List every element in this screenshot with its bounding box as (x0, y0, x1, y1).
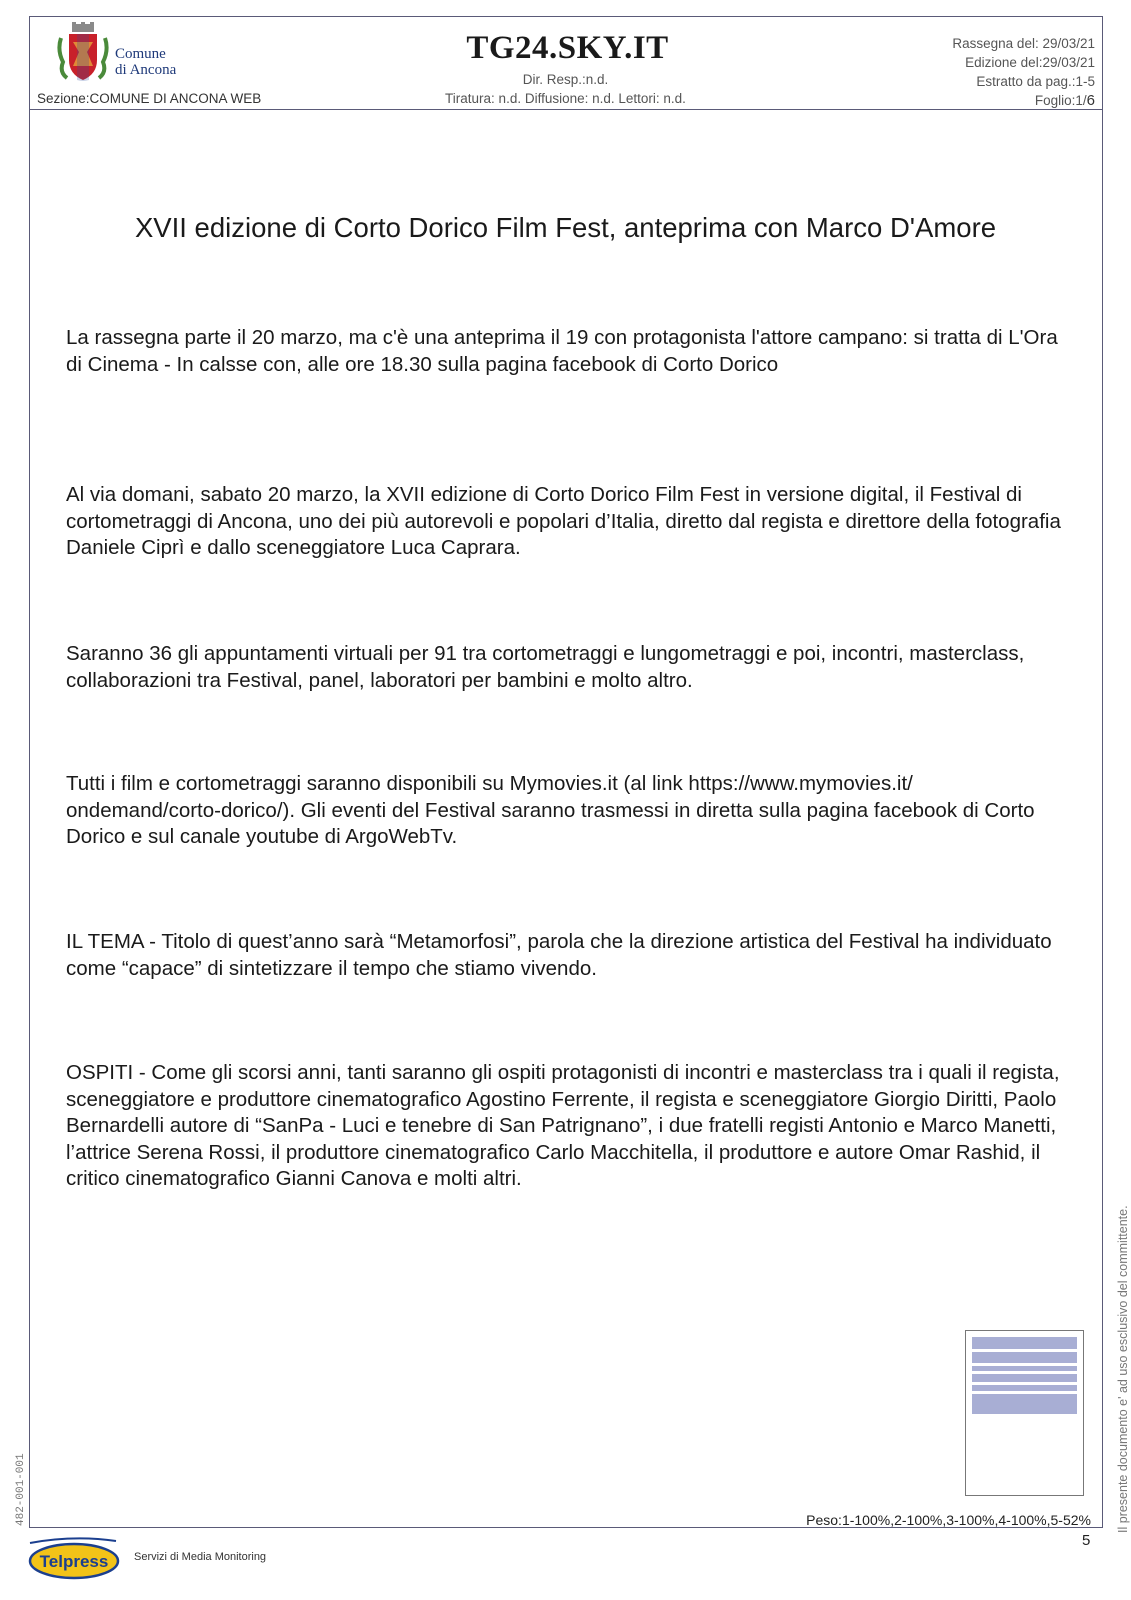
estratto-pages: Estratto da pag.:1-5 (976, 74, 1095, 89)
page-thumbnail (965, 1330, 1084, 1496)
edition-meta (952, 34, 1095, 110)
article-paragraph: Saranno 36 gli appuntamenti virtuali per 91 tra cortometraggi e lungometraggi e poi, incontri, masterclass, collaborazioni tra Festival, panel, laboratori per bambini e molto altro. (66, 642, 1025, 692)
circulation-line: Tiratura: n.d. Diffusione: n.d. Lettori: n.d. (445, 91, 686, 106)
logo-line-1: Comune (115, 46, 166, 62)
telpress-wordmark: Telpress (39, 1552, 109, 1571)
servizi-label: Servizi di Media Monitoring (134, 1551, 267, 1563)
thumbnail-block (972, 1374, 1077, 1382)
article-paragraph: La rassegna parte il 20 marzo, ma c'è una anteprima il 19 con protagonista l'attore campano: si tratta di L'Ora di Cinema - In calsse con, alle ore 18.30 sulla pagina facebook di Corto Dorico (66, 326, 1058, 376)
thumbnail-block (972, 1337, 1077, 1349)
logo-line-2: di Ancona (115, 62, 177, 78)
sezione-label: Sezione:COMUNE DI ANCONA WEB (37, 91, 262, 106)
page-number: 5 (1082, 1532, 1091, 1549)
thumbnail-block (972, 1385, 1077, 1391)
header-divider (29, 109, 1103, 110)
foglio: Foglio:1/6 (1034, 92, 1095, 109)
rassegna-date: Rassegna del: 29/03/21 (952, 36, 1095, 51)
peso-line: Peso:1-100%,2-100%,3-100%,4-100%,5-52% (806, 1512, 1091, 1528)
article-paragraph: Al via domani, sabato 20 marzo, la XVII edizione di Corto Dorico Film Fest in versione digital, il Festival di cortometraggi di Ancona, uno dei più autorevoli e popolari d’Italia, diretto dal regista e direttore della fotografia Daniele Ciprì e dallo sceneggiatore Luca Caprara. (66, 483, 1061, 559)
director-line: Dir. Resp.:n.d. (522, 72, 609, 87)
edizione-date: Edizione del:29/03/21 (965, 55, 1095, 70)
thumbnail-block (972, 1352, 1077, 1363)
article-paragraph: OSPITI - Come gli scorsi anni, tanti saranno gli ospiti protagonisti di incontri e masterclass tra i quali il regista, sceneggiatore e produttore cinematografico Agostino Ferrente, il regista e sceneggiatore Giorgio Diritti, Paolo Bernardelli autore di “SanPa - Luci e tenebre di San Patrignano”, i due fratelli registi Antonio e Marco Manetti, l’attrice Serena Rossi, il produttore cinematografico Carlo Macchitella, il produttore e autore Omar Rashid, il critico cinematografico Gianni Canova e molti altri. (66, 1061, 1060, 1190)
telpress-logo-icon (28, 1537, 120, 1581)
article-paragraph: IL TEMA - Titolo di quest’anno sarà “Metamorfosi”, parola che la direzione artistica del Festival ha individuato come “capace” di sintetizzare il tempo che stiamo vivendo. (66, 930, 1052, 980)
article-paragraph: Tutti i film e cortometraggi saranno disponibili su Mymovies.it (al link https://www.mymovies.it/ ondemand/corto-dorico/). Gli eventi del Festival saranno trasmessi in diretta sulla pagina facebook di Corto Dorico e sul canale youtube di ArgoWebTv. (66, 772, 1035, 848)
usage-notice: Il presente documento e' ad uso esclusivo del committente. (1116, 1205, 1130, 1533)
article-title: XVII edizione di Corto Dorico Film Fest, anteprima con Marco D'Amore (134, 212, 997, 243)
document-code: 482-001-001 (15, 1453, 27, 1526)
thumbnail-block (972, 1394, 1077, 1414)
publication-name: TG24.SKY.IT (466, 30, 669, 66)
thumbnail-block (972, 1366, 1077, 1371)
